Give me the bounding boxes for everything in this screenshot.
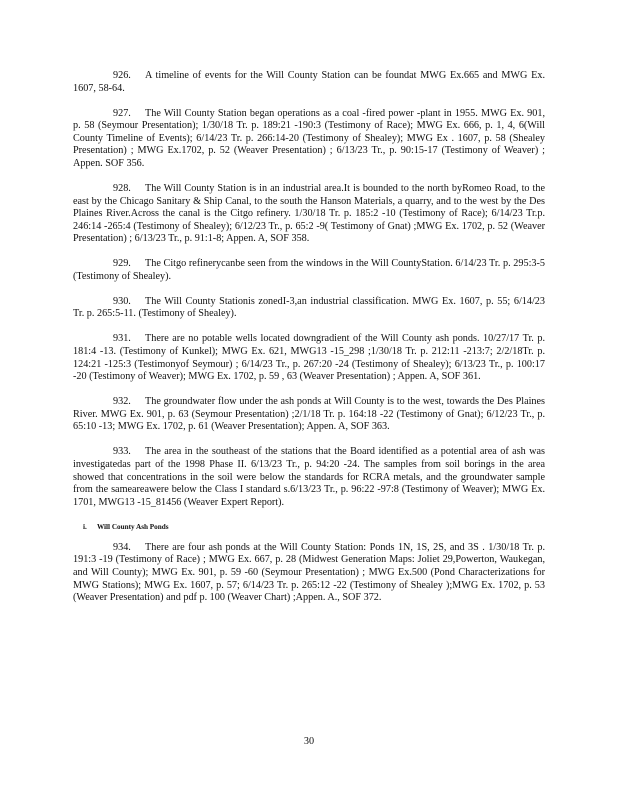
- paragraph-number: 929.: [113, 258, 131, 270]
- paragraph-928: [73, 183, 545, 246]
- paragraph-927: [73, 108, 545, 171]
- paragraph-929: [73, 258, 545, 283]
- paragraph-926: [73, 70, 545, 95]
- paragraph-932: [73, 396, 545, 434]
- paragraph-text: There are no potable wells located downgradient of the Will County ash ponds. 10/27/17 Tr. p. 181:4 -13. (Testimony of Kunkel); MWG Ex. 621, MWG13 -15_298 ;1/30/18 Tr. p. 212:11 -213:7; 2/2/18Tr. p. 124:21 -125:3 (Testimonyof Seymour) ; 6/14/23 Tr., p. 267:20 -24 (Testimony of Shealey); 6/13/23 Tr., p. 100:17 -20 (Testimony of Weaver); MWG Ex. 1702, p. 59 , 63 (Weaver Presentation) ; Appen. A, SOF 361.: [73, 333, 545, 383]
- paragraph-text: The Citgo refinerycanbe seen from the windows in the Will CountyStation. 6/14/23 Tr. p. 295:3-5 (Testimony of Shealey).: [73, 258, 545, 282]
- paragraph-number: 933.: [113, 446, 131, 458]
- paragraph-number: 931.: [113, 333, 131, 345]
- paragraph-text: The Will County Station began operations as a coal -fired power -plant in 1955. MWG Ex. 901, p. 58 (Seymour Presentation); 1/30/18 Tr. p. 189:21 -190:3 (Testimony of Race); MWG Ex. 666, p. 1, 4, 6(Will County Timeline of Events); 6/14/23 Tr. p. 266:14-20 (Testimony of Shealey); MWG Ex . 1607, p. 58 (Shealey Presentation) ; MWG Ex.1702, p. 52 (Weaver Presentation) ; 6/13/23 Tr., p. 90:15-17 (Testimony of Weaver) ; Appen. SOF 356.: [73, 107, 545, 169]
- subheading-letter: i.: [83, 522, 87, 531]
- paragraph-text: The groundwater flow under the ash ponds at Will County is to the west, towards the Des Plaines River. MWG Ex. 901, p. 63 (Seymour Presentation) ;2/1/18 Tr. p. 164:18 -22 (Testimony of Gnat); 6/12/23 Tr., p. 65:10 -13; MWG Ex. 1702, p. 61 (Weaver Presentation); Appen. A, SOF 363.: [73, 396, 545, 433]
- paragraph-text: The Will County Station is in an industrial area.It is bounded to the north byRomeo Road, to the east by the Chicago Sanitary & Ship Canal, to the south the Hanson Materials, a quarry, and to the west by the Des Plaines River.Across the canal is the Citgo refinery. 1/30/18 Tr. p. 185:2 -10 (Testimony of Race); 6/14/23 Tr.p. 246:14 -265:4 (Testimony of Shealey); 6/12/23 Tr., p. 65:2 -9( Testimony of Gnat) ;MWG Ex. 1702, p. 52 (Weaver Presentation) ; 6/13/23 Tr., p. 91:1-8; Appen. A, SOF 358.: [73, 182, 545, 245]
- paragraph-number: 928.: [113, 182, 131, 194]
- paragraph-931: [73, 333, 545, 383]
- paragraph-text: There are four ash ponds at the Will County Station: Ponds 1N, 1S, 2S, and 3S . 1/30/18 Tr. p. 191:3 -19 (Testimony of Race) ; MWG Ex. 667, p. 28 (Midwest Generation Maps: Joliet 29,Powerton, Waukegan, and Will County); MWG Ex. 901, p. 59 -60 (Seymour Presentation) ; MWG Ex.500 (Pond Characterizations for MWG Stations); MWG Ex. 1607, p. 57; 6/14/23 Tr. p. 265:12 -22 (Testimony of Shealey );MWG Ex. 1702, p. 53 (Weaver Presentation) and pdf p. 100 (Weaver Chart) ;Appen. A., SOF 372.: [73, 541, 545, 604]
- page-content: [73, 70, 545, 617]
- paragraph-933: [73, 446, 545, 509]
- paragraph-number: 934.: [113, 541, 131, 553]
- section-subheading: [83, 522, 545, 532]
- paragraph-number: 927.: [113, 107, 131, 119]
- paragraph-text: A timeline of events for the Will County Station can be foundat MWG Ex.665 and MWG Ex. 1607, 58-64.: [73, 70, 545, 94]
- paragraph-number: 932.: [113, 396, 131, 408]
- paragraph-930: [73, 296, 545, 321]
- paragraph-number: 926.: [113, 70, 131, 81]
- paragraph-934: [73, 542, 545, 605]
- paragraph-text: The area in the southeast of the stations that the Board identified as a potential area of ash was investigatedas part of the 1998 Phase II. 6/13/23 Tr., p. 94:20 -24. The samples from soil borings in the area showed that concentrations in the soil were below the standards for RCRA metals, and the groundwater sample from the sameareawere below the Class I standard s.6/13/23 Tr., p. 96:22 -97:8 (Testimony of Weaver); MWG Ex. 1701, MWG13 -15_81456 (Weaver Expert Report).: [73, 446, 545, 508]
- page-number: 30: [303, 736, 315, 747]
- paragraph-number: 930.: [113, 295, 131, 307]
- subheading-title: Will County Ash Ponds: [97, 522, 169, 531]
- paragraph-text: The Will County Stationis zonedI-3,an industrial classification. MWG Ex. 1607, p. 55; 6/14/23 Tr. p. 265:5-11. (Testimony of Shealey).: [73, 295, 545, 320]
